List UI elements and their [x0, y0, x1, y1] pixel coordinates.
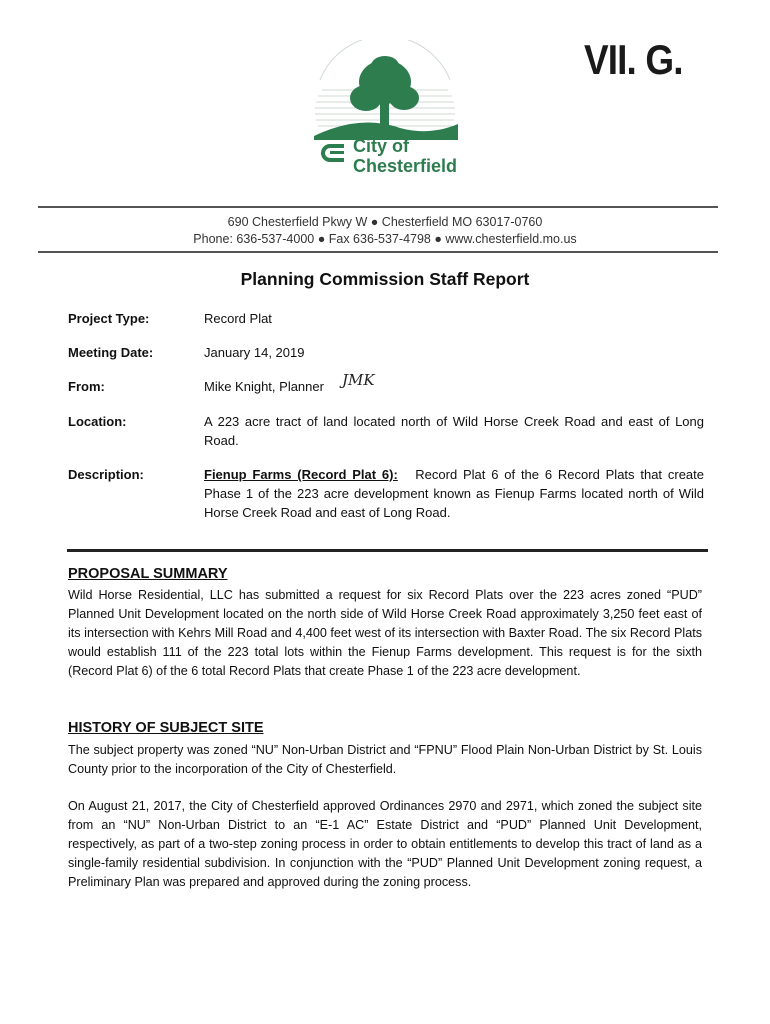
- history-paragraph-2: On August 21, 2017, the City of Chesterfield approved Ordinances 2970 and 2971, which zoned the subject site from an “NU” Non-Urban District to an “E-1 AC” Estate District and “PUD” Planned Unit Development, respectively, as part of a two-step zoning process in order to obtain entitlements to develop this tract of land as a single-family residential subdivision. In conjunction with the “PUD” Planned Unit Development zoning request, a Preliminary Plan was prepared and approved during the zoning process.: [68, 799, 702, 889]
- field-value: A 223 acre tract of land located north of Wild Horse Creek Road and east of Long Road.: [204, 414, 704, 448]
- history-paragraph-1: The subject property was zoned “NU” Non-Urban District and “FPNU” Flood Plain Non-Urban District by St. Louis County prior to the incorporation of the City of Chesterfield.: [68, 743, 702, 776]
- field-value: Record Plat 6 of the 6 Record Plats that create Phase 1 of the 223 acre development known as Fienup Farms located north of Wild Horse Creek Road and east of Long Road.: [204, 467, 705, 520]
- section-heading-history: HISTORY OF SUBJECT SITE: [68, 720, 264, 736]
- proposal-summary-paragraph: Wild Horse Residential, LLC has submitted a request for six Record Plats over the 223 acres zoned “PUD” Planned Unit Development located on the north side of Wild Horse Creek Road approximately 3,250 feet east of its intersection with Kehrs Mill Road and 4,400 feet west of its intersection with Baxter Road. The six Record Plats would establish 111 of the 223 total lots within the Fienup Farms development. This request is for the sixth (Record Plat 6) of the 6 total Record Plats that create Phase 1 of the 223 acre development.: [68, 588, 702, 678]
- phone-line: Phone: 636-537-4000 ● Fax 636-537-4798 ● www.chesterfield.mo.us: [193, 232, 577, 246]
- section-heading-proposal-summary: PROPOSAL SUMMARY: [68, 566, 228, 582]
- field-label: Meeting Date:: [68, 345, 154, 360]
- logo-wordmark: [353, 137, 457, 176]
- logo-line-2: Chesterfield: [353, 156, 458, 176]
- header-rule-top: [38, 206, 718, 208]
- field-value-emphasis: Fienup Farms (Record Plat 6):: [204, 467, 398, 482]
- field-value-container: [204, 465, 704, 522]
- header-rule-bottom: [38, 251, 718, 253]
- agenda-item-code: VII. G.: [584, 36, 683, 83]
- planner-initials-signature: JMK: [342, 371, 375, 389]
- field-label: Location:: [68, 414, 127, 429]
- logo-c-emblem: [321, 144, 344, 162]
- field-label: From:: [68, 379, 105, 394]
- field-value: January 14, 2019: [204, 345, 305, 360]
- field-label: Project Type:: [68, 311, 150, 326]
- field-label: Description:: [68, 467, 144, 482]
- logo-tree-icon: [350, 56, 419, 130]
- field-value: Mike Knight, Planner: [204, 379, 324, 394]
- logo-line-1: City of: [353, 136, 409, 156]
- report-title: Planning Commission Staff Report: [240, 269, 530, 289]
- field-value: Record Plat: [204, 311, 272, 326]
- address-line: 690 Chesterfield Pkwy W ● Chesterfield MO 63017-0760: [227, 215, 543, 229]
- section-divider: [67, 549, 708, 552]
